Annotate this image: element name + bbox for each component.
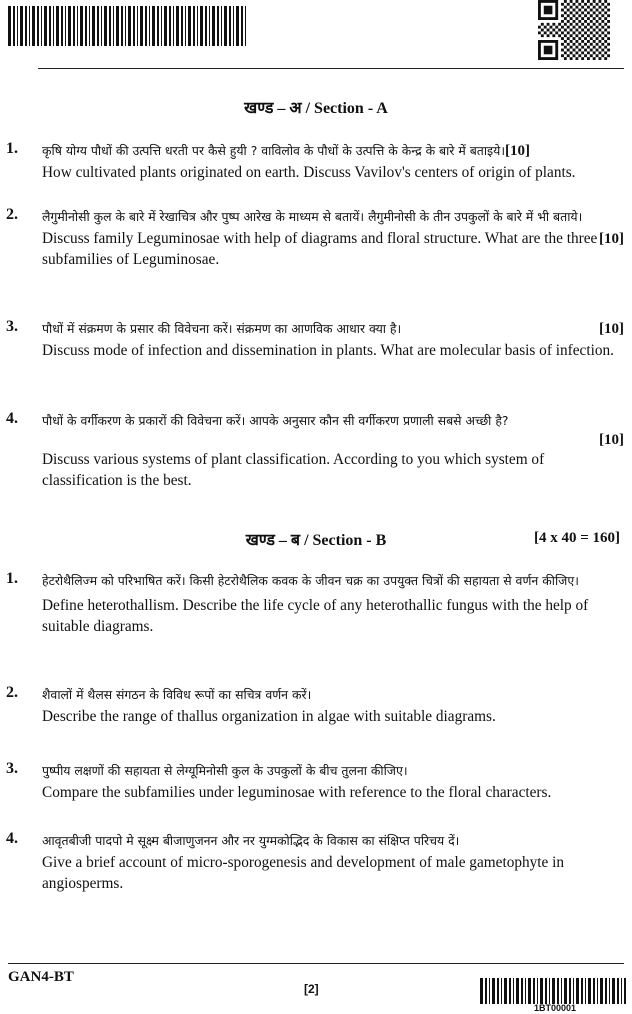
- question-a1: [6, 140, 624, 183]
- page-number: [2]: [304, 982, 319, 996]
- question-b2: [6, 684, 624, 727]
- question-marks: [10]: [599, 231, 624, 247]
- question-number: 2.: [6, 684, 18, 701]
- question-marks: [10]: [599, 321, 624, 337]
- question-a3: [6, 318, 624, 361]
- question-english-text: Discuss various systems of plant classification. According to you which system of classification is the best.: [42, 451, 545, 489]
- question-number: 1.: [6, 570, 18, 587]
- barcode-bottom: [480, 978, 626, 1004]
- question-hindi-text: हेटरोथैलिज्म को परिभाषित करें। किसी हेटरोथैलिक कवक के जीवन चक्र का उपयुक्त चित्रों की सहायता से वर्णन कीजिए।: [42, 573, 579, 588]
- question-marks: [10]: [505, 143, 531, 159]
- question-hindi-text: [10] पौधों में संक्रमण के प्रसार की विवेचना करें। संक्रमण का आणविक आधार क्या है।: [42, 318, 624, 340]
- question-hindi-text: आवृतबीजी पादपो मे सूक्ष्म बीजाणुजनन और नर युग्मकोद्भिद के विकास का संक्षिप्त परिचय दें।: [42, 833, 460, 848]
- section-a-heading: खण्ड – अ / Section - A: [244, 100, 388, 117]
- paper-code: GAN4-BT: [8, 969, 74, 985]
- question-number: 1.: [6, 140, 18, 157]
- question-hindi-text: शैवालों में थैलस संगठन के विविध रूपों का सचित्र वर्णन करें।: [42, 687, 312, 702]
- question-hindi-text: पौधों के वर्गीकरण के प्रकारों की विवेचना करें। आपके अनुसार कौन सी वर्गीकरण प्रणाली सबसे अच्छी है?: [42, 413, 509, 428]
- question-hindi-text: कृषि योग्य पौधों की उत्पत्ति धरती पर कैसे हुयी ? वाविलोव के पौधों के उत्पत्ति के केन्द्र के बारे में बताइये।[10]: [42, 143, 531, 159]
- question-a4: [6, 410, 624, 491]
- question-hindi-text: [10] लैगुमीनोसी कुल के बारे में रेखाचित्र और पुष्प आरेख के माध्यम से बतायें। लैगुमीनोसी के तीन उपकुलों के बारे में भी बताये।: [42, 206, 624, 228]
- question-b1: [6, 570, 624, 637]
- question-number: 4.: [6, 410, 18, 427]
- question-english-text: How cultivated plants originated on earth. Discuss Vavilov's centers of origin of plants.: [42, 164, 576, 181]
- question-b4: [6, 830, 624, 894]
- question-marks: [10]: [599, 432, 624, 448]
- barcode-number: 1BT00001: [534, 1003, 577, 1013]
- section-b-marks: [4 x 40 = 160]: [533, 530, 620, 546]
- top-divider: [38, 68, 624, 69]
- question-number: 4.: [6, 830, 18, 847]
- barcode-top: [8, 6, 248, 46]
- question-number: 3.: [6, 760, 18, 777]
- question-english-text: Describe the range of thallus organization in algae with suitable diagrams.: [42, 708, 496, 725]
- question-english-text: Discuss family Leguminosae with help of diagrams and floral structure. What are the three subfamilies of Leguminosae.: [42, 230, 598, 268]
- question-b3: [6, 760, 624, 803]
- bottom-divider: [8, 963, 624, 964]
- qr-code: [538, 0, 610, 60]
- question-hindi-text: पुष्पीय लक्षणों की सहायता से लेग्यूमिनोसी कुल के उपकुलों के बीच तुलना कीजिए।: [42, 763, 408, 778]
- question-number: 3.: [6, 318, 18, 335]
- question-english-text: Define heterothallism. Describe the life cycle of any heterothallic fungus with the help of suitable diagrams.: [42, 597, 589, 635]
- question-number: 2.: [6, 206, 18, 223]
- question-english-text: Discuss mode of infection and dissemination in plants. What are molecular basis of infection.: [42, 342, 614, 359]
- question-english-text: Give a brief account of micro-sporogenesis and development of male gametophyte in angiosperms.: [42, 854, 565, 892]
- question-a2: [6, 206, 624, 270]
- section-b-heading: खण्ड – ब / Section - B: [245, 532, 387, 549]
- question-english-text: Compare the subfamilies under leguminosae with reference to the floral characters.: [42, 784, 552, 801]
